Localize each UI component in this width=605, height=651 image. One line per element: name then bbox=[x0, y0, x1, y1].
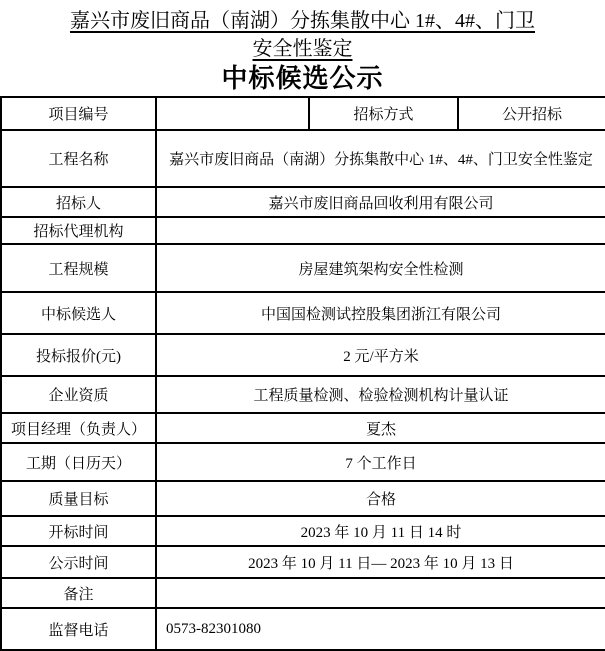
row-project-manager bbox=[1, 413, 605, 443]
row-label: 开标时间 bbox=[1, 516, 156, 546]
row-label: 项目经理（负责人） bbox=[1, 413, 156, 443]
row-value bbox=[156, 217, 605, 244]
row-supervision-phone bbox=[1, 608, 605, 650]
row-qualification bbox=[1, 376, 605, 413]
row-value: 2023 年 10 月 11 日 14 时 bbox=[156, 516, 605, 546]
row-label: 备注 bbox=[1, 578, 156, 608]
row-label: 公示时间 bbox=[1, 546, 156, 578]
document-heading: 中标候选公示 bbox=[221, 63, 384, 93]
row-quality-target bbox=[1, 481, 605, 516]
row-label: 中标候选人 bbox=[1, 292, 156, 334]
row-publicity-time bbox=[1, 546, 605, 578]
row-bid-price bbox=[1, 334, 605, 376]
row-label: 质量目标 bbox=[1, 481, 156, 516]
row-value: 合格 bbox=[156, 481, 605, 516]
row-value bbox=[156, 578, 605, 608]
row-value: 0573-82301080 bbox=[156, 608, 605, 650]
document-title-line-1: 嘉兴市废旧商品（南湖）分拣集散中心 1#、4#、门卫 bbox=[70, 10, 535, 32]
row-value: 嘉兴市废旧商品（南湖）分拣集散中心 1#、4#、门卫安全性鉴定 bbox=[156, 130, 605, 187]
row-value-bid-method: 公开招标 bbox=[458, 97, 605, 130]
row-label: 招标代理机构 bbox=[1, 217, 156, 244]
announcement-table bbox=[0, 96, 605, 651]
row-project-no bbox=[1, 97, 605, 130]
row-value: 工程质量检测、检验检测机构计量认证 bbox=[156, 376, 605, 413]
row-agency bbox=[1, 217, 605, 244]
row-label: 招标人 bbox=[1, 187, 156, 217]
document-title-line-2: 安全性鉴定 bbox=[252, 38, 353, 60]
row-value: 夏杰 bbox=[156, 413, 605, 443]
row-duration bbox=[1, 443, 605, 481]
row-label: 工程名称 bbox=[1, 130, 156, 187]
document-title-block bbox=[0, 0, 605, 96]
row-bid-opening-time bbox=[1, 516, 605, 546]
row-label: 工期（日历天） bbox=[1, 443, 156, 481]
row-remark bbox=[1, 578, 605, 608]
row-tenderee bbox=[1, 187, 605, 217]
row-project-scale bbox=[1, 244, 605, 292]
row-label-bid-method: 招标方式 bbox=[309, 97, 458, 130]
row-value: 房屋建筑架构安全性检测 bbox=[156, 244, 605, 292]
row-label: 监督电话 bbox=[1, 608, 156, 650]
row-value bbox=[156, 97, 309, 130]
row-project-name bbox=[1, 130, 605, 187]
row-value: 嘉兴市废旧商品回收利用有限公司 bbox=[156, 187, 605, 217]
row-value: 2023 年 10 月 11 日— 2023 年 10 月 13 日 bbox=[156, 546, 605, 578]
row-value: 2 元/平方米 bbox=[156, 334, 605, 376]
row-winning-candidate bbox=[1, 292, 605, 334]
row-label: 项目编号 bbox=[1, 97, 156, 130]
row-value: 中国国检测试控股集团浙江有限公司 bbox=[156, 292, 605, 334]
row-label: 工程规模 bbox=[1, 244, 156, 292]
row-value: 7 个工作日 bbox=[156, 443, 605, 481]
row-label: 投标报价(元) bbox=[1, 334, 156, 376]
row-label: 企业资质 bbox=[1, 376, 156, 413]
